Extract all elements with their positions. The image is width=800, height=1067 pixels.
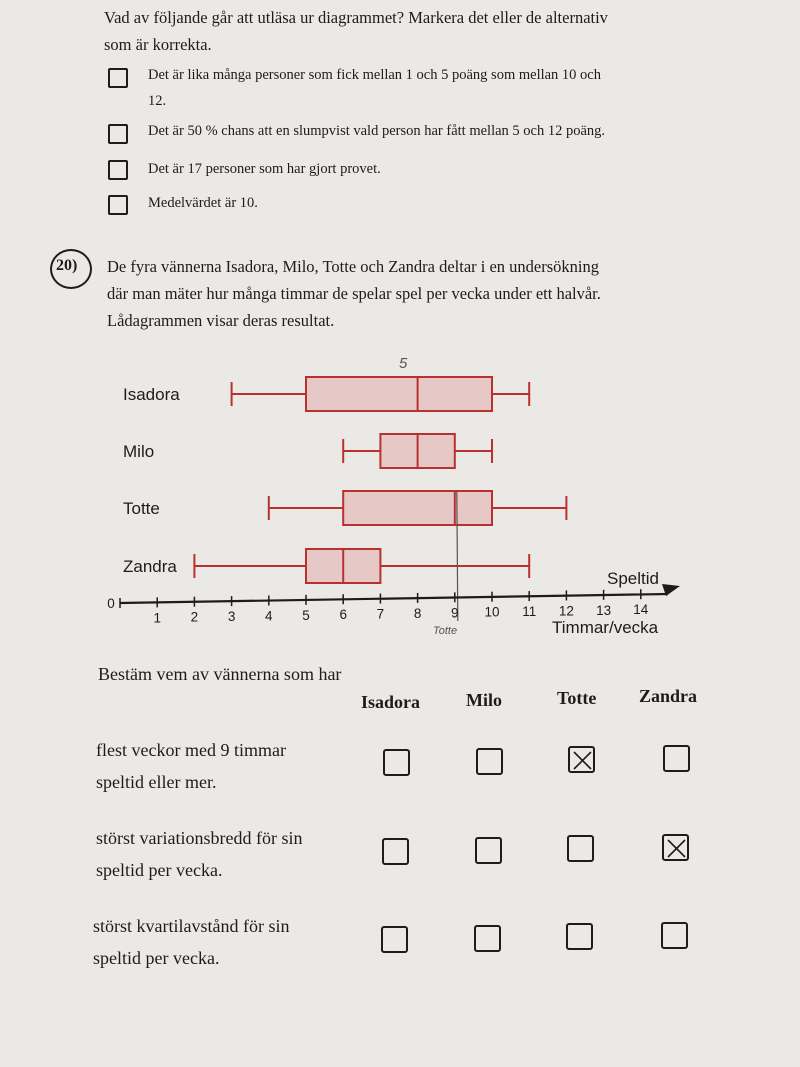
tick-label-1: 1 xyxy=(153,610,161,626)
series-label-totte: Totte xyxy=(123,499,160,518)
row-3-line2: speltid per vecka. xyxy=(93,948,220,968)
series-label-milo: Milo xyxy=(123,442,155,461)
answer-checkbox-row3-isadora[interactable] xyxy=(381,926,408,953)
column-header-milo: Milo xyxy=(466,690,502,710)
tick-label-2: 2 xyxy=(190,609,199,625)
tick-label-14: 14 xyxy=(633,602,649,618)
column-header-totte: Totte xyxy=(557,688,597,708)
q19-prompt-line2: som är korrekta. xyxy=(104,35,212,54)
row-2-line1: störst variationsbredd för sin xyxy=(96,828,303,848)
table-instruction: Bestäm vem av vännerna som har xyxy=(98,664,342,684)
answer-checkbox-row2-zandra[interactable] xyxy=(662,834,689,861)
answer-checkbox-row1-zandra[interactable] xyxy=(663,745,690,772)
axis-label-speltid: Speltid xyxy=(607,569,659,588)
q19-option-1-line2: 12. xyxy=(148,93,167,109)
tick-label-7: 7 xyxy=(376,606,385,622)
question-number: 20) xyxy=(56,257,78,274)
q20-text-line3: Lådagrammen visar deras resultat. xyxy=(107,311,335,330)
row-1-line1: flest veckor med 9 timmar xyxy=(96,740,286,760)
box-totte xyxy=(343,491,492,525)
tick-label-12: 12 xyxy=(558,603,574,619)
column-header-zandra: Zandra xyxy=(639,686,698,706)
tick-label-9: 9 xyxy=(451,605,459,621)
tick-label-13: 13 xyxy=(596,602,612,618)
q20-text-line2: där man mäter hur många timmar de spelar spel per vecka under ett halvår. xyxy=(107,284,601,303)
cross-mark-icon xyxy=(664,836,691,863)
row-2-line2: speltid per vecka. xyxy=(96,860,223,880)
answer-checkbox-row2-isadora[interactable] xyxy=(382,838,409,865)
tick-label-5: 5 xyxy=(302,607,310,623)
q19-option-4-text: Medelvärdet är 10. xyxy=(148,195,258,211)
axis-label-timmar-vecka: Timmar/vecka xyxy=(552,618,659,637)
tick-label-8: 8 xyxy=(413,605,422,621)
answer-checkbox-row3-milo[interactable] xyxy=(474,925,501,952)
series-label-isadora: Isadora xyxy=(123,385,180,404)
tick-label-4: 4 xyxy=(265,608,273,624)
q19-option-1-line1: Det är lika många personer som fick mellan 1 och 5 poäng som mellan 10 och xyxy=(148,67,601,83)
row-1-line2: speltid eller mer. xyxy=(96,772,217,792)
answer-checkbox-row1-totte[interactable] xyxy=(568,746,595,773)
tick-label-3: 3 xyxy=(227,609,236,625)
tick-label-11: 11 xyxy=(522,604,537,620)
column-header-isadora: Isadora xyxy=(361,692,421,712)
row-3-line1: störst kvartilavstånd för sin xyxy=(93,916,290,936)
answer-checkbox-row1-isadora[interactable] xyxy=(383,749,410,776)
q19-option-3-text: Det är 17 personer som har gjort provet. xyxy=(148,161,381,177)
q19-option-2-checkbox[interactable] xyxy=(108,124,128,144)
tick-label-0: 0 xyxy=(107,596,115,611)
box-isadora xyxy=(306,377,492,411)
q19-option-2-text: Det är 50 % chans att en slumpvist vald person har fått mellan 5 och 12 poäng. xyxy=(148,123,606,139)
q19-prompt-line1: Vad av följande går att utläsa ur diagrammet? Markera det eller de alternativ xyxy=(104,8,608,27)
q20-text-line1: De fyra vännerna Isadora, Milo, Totte och Zandra deltar i en undersökning xyxy=(107,257,599,276)
x-axis-line xyxy=(120,594,668,603)
q19-option-1-checkbox[interactable] xyxy=(108,68,128,88)
handwritten-5: 5 xyxy=(399,355,408,372)
series-label-zandra: Zandra xyxy=(123,557,177,576)
cross-mark-icon xyxy=(570,748,597,775)
answer-checkbox-row2-totte[interactable] xyxy=(567,835,594,862)
tick-label-10: 10 xyxy=(484,604,500,620)
answer-checkbox-row3-zandra[interactable] xyxy=(661,922,688,949)
answer-checkbox-row1-milo[interactable] xyxy=(476,748,503,775)
answer-checkbox-row3-totte[interactable] xyxy=(566,923,593,950)
q19-option-4-checkbox[interactable] xyxy=(108,195,128,215)
tick-label-6: 6 xyxy=(339,607,347,623)
answer-checkbox-row2-milo[interactable] xyxy=(475,837,502,864)
handwritten-totte: Totte xyxy=(433,625,458,637)
q19-option-3-checkbox[interactable] xyxy=(108,160,128,180)
boxplot-chart xyxy=(0,340,800,650)
